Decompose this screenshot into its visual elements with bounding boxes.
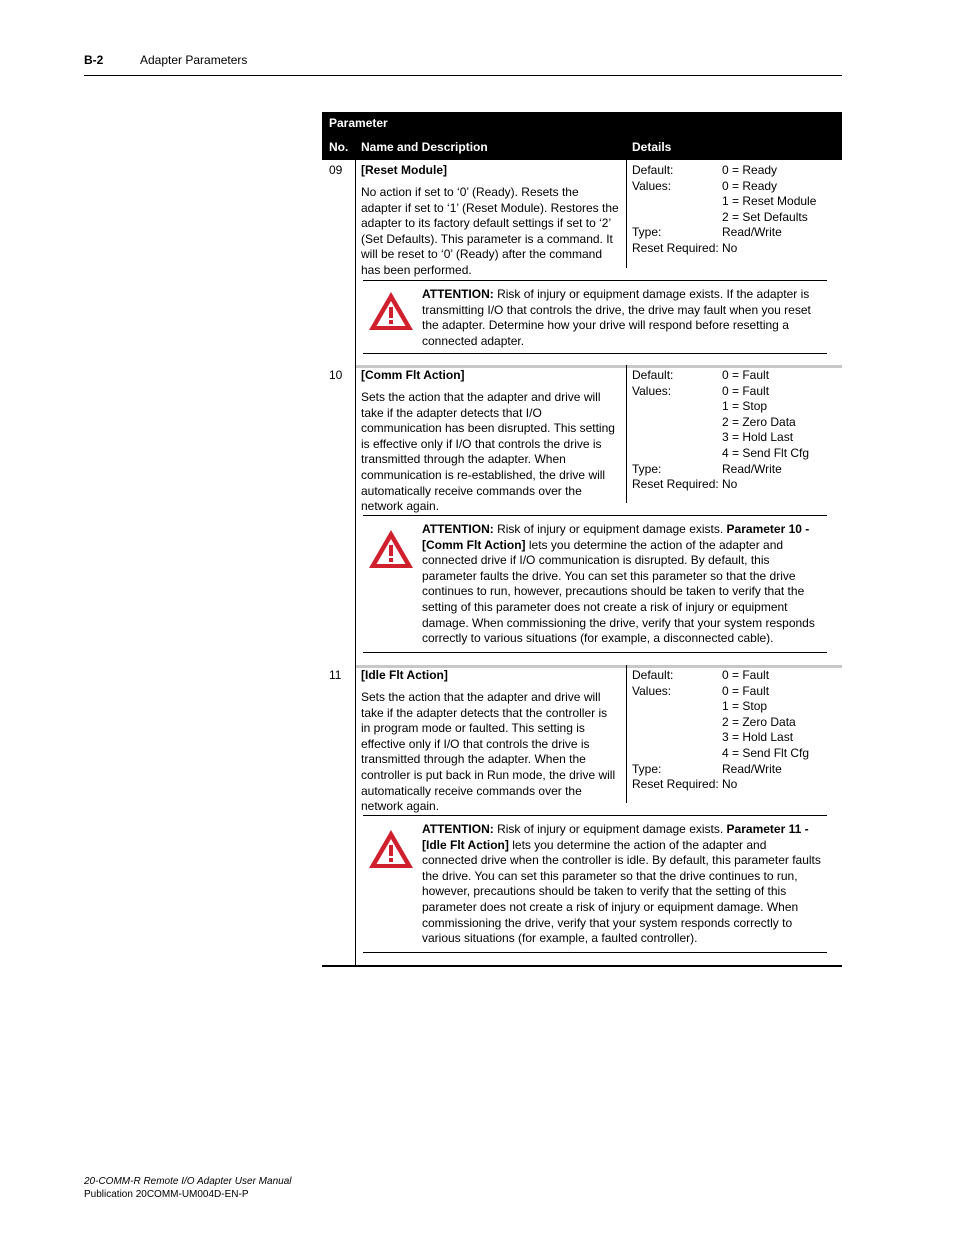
column-divider <box>355 160 356 365</box>
page-label: B-2 <box>84 53 104 67</box>
param-number: 11 <box>329 668 342 682</box>
reset-label: Reset Required: <box>632 477 719 492</box>
attention-text: ATTENTION: Risk of injury or equipment damage exists. Parameter 10 - [Comm Flt Action] lets you determine the action of the adapter and connected drive if I/O communication is disrupted. By default, this parameter faults the drive. You can set this parameter so that the drive continues to run, however, precautions should be taken to verify that the setting of this parameter does not create a risk of injury or equipment damage. When commissioning the drive, verify that your system responds correctly to various situations (for example, a disconnected cable). <box>422 522 815 646</box>
type-value: Read/Write <box>722 761 782 776</box>
header-details: Details <box>632 140 672 154</box>
param-description: Sets the action that the adapter and drive will take if the adapter detects that I/O communication has been disrupted. This setting is effective only if I/O that controls the drive is transmitted through the adapter. When communication is re-established, the drive will automatically receive commands over the network again. <box>361 390 615 514</box>
attention-text: ATTENTION: Risk of injury or equipment damage exists. Parameter 11 - [Idle Flt Action] lets you determine the action of the adapter and connected drive when the controller is idle. By default, this parameter faults the drive. You can set this parameter so that the drive continues to run, however, precautions should be taken to verify that the setting of this parameter does not create a risk of injury or equipment damage. When commissioning the drive, verify that your system responds correctly to various situations (for example, a faulted controller). <box>422 822 821 946</box>
default-label: Default: <box>632 368 674 382</box>
attention-box <box>363 515 827 653</box>
param-name: [Comm Flt Action] <box>361 368 465 382</box>
header-no: No. <box>329 140 349 154</box>
header-rule <box>84 75 842 76</box>
type-label: Type: <box>632 461 662 476</box>
reset-label: Reset Required: <box>632 777 719 792</box>
values-label: Values: <box>632 178 672 193</box>
table-bottom-rule <box>322 965 842 967</box>
details-divider <box>626 665 627 803</box>
value-item: 0 = Fault <box>722 683 770 698</box>
param-row-11 <box>322 665 842 965</box>
value-item: 4 = Send Flt Cfg <box>722 745 810 760</box>
footer-publication: Publication 20COMM-UM004D-EN-P <box>84 1189 249 1200</box>
value-item: 1 = Stop <box>722 699 768 714</box>
param-description: No action if set to ‘0’ (Ready). Resets the adapter if set to ‘1’ (Reset Module). Restores the adapter to its factory default settings if set to ‘2’ (Set Defaults). This parameter is a command. It will be reset to ‘0’ (Ready) after the command has been performed. <box>361 185 619 277</box>
reset-label: Reset Required: <box>632 240 719 255</box>
default-value: 0 = Ready <box>722 163 778 177</box>
param-number: 10 <box>329 368 343 382</box>
footer-manual-title: 20-COMM-R Remote I/O Adapter User Manual <box>84 1176 292 1187</box>
param-details <box>632 668 809 793</box>
values-label: Values: <box>632 383 672 398</box>
warning-triangle-icon <box>367 528 415 575</box>
value-item: 0 = Ready <box>722 178 778 193</box>
param-row-09 <box>322 160 842 365</box>
warning-triangle-icon <box>367 828 415 875</box>
attention-box <box>363 280 827 354</box>
values-label: Values: <box>632 683 672 698</box>
section-title: Adapter Parameters <box>140 53 248 67</box>
type-value: Read/Write <box>722 461 782 476</box>
value-item: 2 = Zero Data <box>722 414 796 429</box>
default-label: Default: <box>632 163 674 177</box>
param-name: [Idle Flt Action] <box>361 668 448 682</box>
value-item: 3 = Hold Last <box>722 430 794 445</box>
value-item: 3 = Hold Last <box>722 730 794 745</box>
value-item: 2 = Zero Data <box>722 714 796 729</box>
reset-value: No <box>722 477 738 492</box>
table-header <box>322 112 842 160</box>
param-name: [Reset Module] <box>361 163 448 177</box>
header-name-description: Name and Description <box>361 140 488 154</box>
type-value: Read/Write <box>722 225 782 240</box>
page-header <box>84 53 248 67</box>
value-item: 1 = Stop <box>722 399 768 414</box>
warning-triangle-icon <box>367 290 415 337</box>
details-divider <box>626 365 627 503</box>
default-label: Default: <box>632 668 674 682</box>
value-item: 2 = Set Defaults <box>722 209 808 224</box>
value-item: 4 = Send Flt Cfg <box>722 445 810 460</box>
parameter-table <box>322 112 842 965</box>
details-divider <box>626 160 627 268</box>
attention-text: ATTENTION: Risk of injury or equipment damage exists. If the adapter is transmitting I/O that controls the drive, the drive may fault when you reset the adapter. Determine how your drive will respond before resetting a connected adapter. <box>422 287 811 348</box>
value-item: 0 = Fault <box>722 383 770 398</box>
param-details <box>632 368 809 493</box>
attention-box <box>363 815 827 953</box>
page-footer <box>84 1175 291 1201</box>
type-label: Type: <box>632 761 662 776</box>
header-parameter: Parameter <box>329 116 388 130</box>
param-details <box>632 163 816 257</box>
param-row-10 <box>322 365 842 665</box>
param-number: 09 <box>329 163 343 177</box>
default-value: 0 = Fault <box>722 368 770 382</box>
reset-value: No <box>722 777 738 792</box>
column-divider <box>355 365 356 665</box>
value-item: 1 = Reset Module <box>722 194 817 209</box>
reset-value: No <box>722 240 738 255</box>
default-value: 0 = Fault <box>722 668 770 682</box>
column-divider <box>355 665 356 965</box>
param-description: Sets the action that the adapter and drive will take if the adapter detects that the controller is in program mode or faulted. This setting is effective only if I/O that controls the drive is transmitted through the adapter. When the controller is put back in Run mode, the drive will automatically receive commands over the network again. <box>361 690 616 814</box>
type-label: Type: <box>632 225 662 240</box>
